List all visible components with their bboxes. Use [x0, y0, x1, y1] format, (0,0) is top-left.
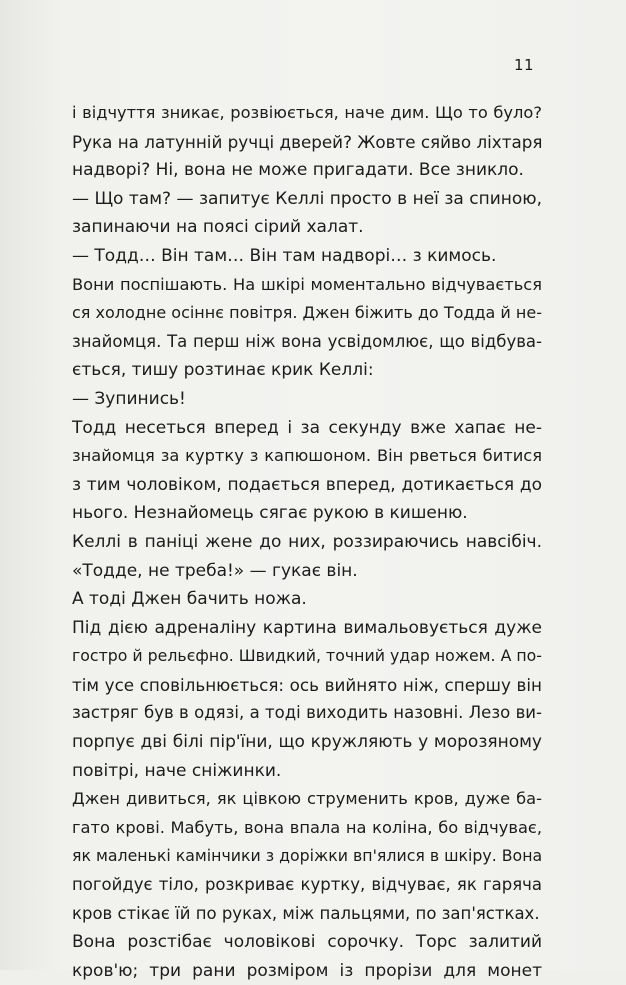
text-line: Під дією адреналіну картина вимальовується дуже	[72, 617, 542, 638]
text-line: порпує дві білі пір'їни, що кружляють у морозяному	[72, 732, 542, 753]
text-line: — Тодд… Він там… Він там надворі… з кимось.	[72, 245, 497, 266]
text-line: Вона розстібає чоловікові сорочку. Торс залитий	[72, 932, 542, 953]
text-line: з тим чоловіком, подається вперед, дотикається до	[72, 474, 542, 495]
text-line: запинаючи на поясі сірий халат.	[72, 217, 364, 238]
body-text	[72, 99, 542, 985]
text-line: Джен дивиться, як цівкою струменить кров, дуже ба-	[72, 789, 542, 809]
text-line: знайомця. Та перш ніж вона усвідомлює, що відбува-	[72, 331, 542, 351]
text-line: погойдує тіло, розкриває куртку, відчуває, як гаряча	[72, 875, 542, 895]
text-line: гостро й рельєфно. Швидкий, точний удар ножем. А по-	[72, 646, 542, 666]
text-line: нього. Незнайомець сягає рукою в кишеню.	[72, 503, 468, 524]
text-line: Рука на латунній ручці дверей? Жовте сяйво ліхтаря	[72, 131, 543, 152]
page-number: 11	[514, 56, 535, 74]
text-line: як маленькі камінчики з доріжки вп'ялися в шкіру. Вона	[72, 846, 543, 866]
text-line: надворі? Ні, вона не може пригадати. Все зникло.	[72, 160, 524, 181]
text-line: А тоді Джен бачить ножа.	[72, 589, 307, 610]
text-line: кров стікає їй по руках, між пальцями, по зап'ястках.	[72, 903, 540, 923]
text-line: застряг був в одязі, а тоді виходить назовні. Лезо ви-	[72, 703, 542, 723]
text-line: Тодд несеться вперед і за секунду вже хапає не-	[72, 417, 542, 438]
text-line: — Що там? — запитує Келлі просто в неї за спиною,	[72, 188, 542, 209]
text-line: Вони поспішають. На шкірі моментально відчувається	[72, 274, 542, 294]
text-line: повітрі, наче сніжинки.	[72, 760, 282, 781]
text-line: і відчуття зникає, розвіюється, наче дим. Що то було?	[72, 103, 542, 122]
text-line: «Тодде, не треба!» — гукає він.	[72, 560, 358, 581]
text-line: тім усе сповільнюється: ось вийнято ніж, спершу він	[72, 674, 542, 695]
text-line: — Зупинись!	[72, 388, 186, 409]
text-line: знайомця за куртку з капюшоном. Він рветься битися	[72, 446, 542, 466]
text-line: ється, тишу розтинає крик Келлі:	[72, 360, 374, 381]
text-line: Келлі в паніці жене до них, роззираючись навсібіч.	[72, 531, 542, 552]
text-line: ся холодне осіннє повітря. Джен біжить до Тодда й не-	[72, 303, 542, 323]
text-line: кров'ю; три рани розміром із прорізи для монет	[72, 960, 542, 981]
text-line: гато крові. Мабуть, вона впала на коліна, бо відчуває,	[72, 817, 542, 837]
